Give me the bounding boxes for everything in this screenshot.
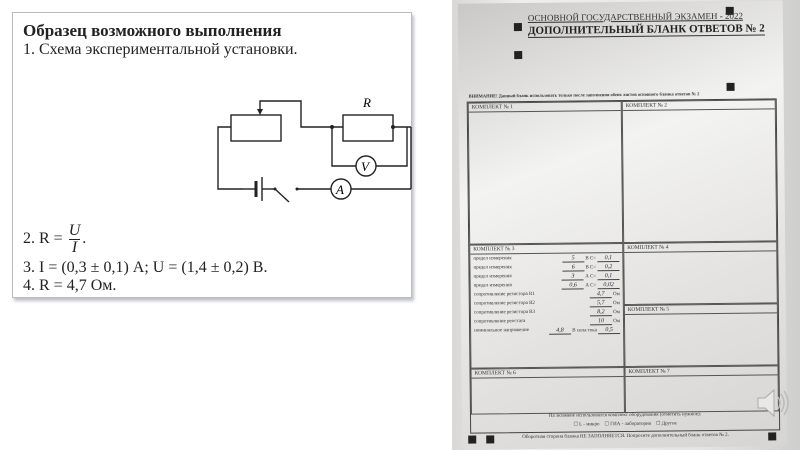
form-kits-1-label: КОМПЛЕКТ № 2 — [623, 100, 775, 111]
form-kits-2-rows-2-label: предел измерения — [473, 274, 512, 280]
form-kits-2-rows-2-value: 3 — [562, 273, 584, 280]
kit-choice — [471, 411, 779, 428]
form-kits-2-rows-0-unit: В — [585, 256, 589, 262]
form-kits-4-label: КОМПЛЕКТ № 5 — [625, 304, 777, 315]
resistor-label: R — [363, 95, 371, 110]
option-3[interactable]: ☐ Другое — [655, 421, 677, 427]
form-kits-2-rows-5-label: сопротивление резистора R2 — [473, 300, 535, 307]
kit-2 — [622, 99, 777, 243]
form-kits-2-rows-4-unit: Ом — [612, 292, 620, 298]
form-kits-2-label: КОМПЛЕКТ № 3 — [470, 244, 622, 255]
form-kits-2-rows-3-value: 0,6 — [562, 282, 584, 289]
form-kits-2-rows-5-unit: Ом — [613, 301, 620, 307]
speaker-icon[interactable] — [756, 388, 792, 423]
step-1: 1. Схема экспериментальной установки. — [23, 41, 298, 58]
solution-panel — [12, 12, 412, 298]
form-options-2: Другое — [661, 421, 677, 427]
form-kits-2-rows-6-value: 8,2 — [590, 309, 612, 316]
kits-grid — [467, 98, 780, 433]
slide-step2_prefix: 2. R = — [23, 230, 63, 248]
form-kits-2-rows-8-extra_label: сила тока — [576, 328, 597, 334]
answer-sheet — [458, 0, 788, 449]
kit-3: КОМПЛЕКТ № 3 предел измерения 5 В C= 0,1 предел измерения 6 В C= 0,2 предел измерения 3 А C= 0,1 предел измерения 0,6 А C= 0,02 сопротивление резистора R1 4,7 Ом сопротивление резистора R2 5,7 Ом сопротивление резистора R3 8,2 Ом сопротивление реостата 10 Ом номинальное напряжение 4,8 В сила тока 0,5 — [469, 243, 624, 369]
form-kits-6-label: КОМПЛЕКТ № 7 — [625, 366, 777, 377]
form-kits-2-rows-1-label: предел измерения — [473, 265, 512, 271]
form-kits-5-label: КОМПЛЕКТ № 6 — [472, 368, 624, 379]
form-kits-2-rows-1-value: 6 — [562, 264, 584, 271]
step-2 — [23, 223, 86, 256]
step-3: 3. I = (0,3 ± 0,1) А; U = (1,4 ± 0,2) В. — [23, 259, 268, 276]
form-kits-2-rows-4-label: сопротивление резистора R1 — [473, 291, 535, 298]
form-kits-2-rows-6-unit: Ом — [613, 310, 620, 316]
kit-1 — [468, 101, 623, 245]
form-kits-2-rows-0-value: 5 — [562, 255, 584, 262]
form-kits-3-label: КОМПЛЕКТ № 4 — [624, 242, 776, 253]
form-kits-2-rows-8-value: 4,8 — [549, 328, 571, 335]
slide-step2_suffix: . — [82, 230, 87, 248]
step-4: 4. R = 4,7 Ом. — [23, 277, 117, 294]
exam-title: ОСНОВНОЙ ГОСУДАРСТВЕННЫЙ ЭКЗАМЕН - 2022 — [527, 10, 743, 23]
form-kits-2-rows-3-label: предел измерения — [473, 283, 512, 289]
voltmeter-label: V — [361, 159, 369, 174]
form-kits-2-rows-1-c: 0,2 — [597, 264, 619, 271]
form-kits-2-rows-3-c: 0,02 — [598, 282, 620, 289]
slide-step2_num: U — [68, 222, 81, 239]
form-kits-0-label: КОМПЛЕКТ № 1 — [469, 102, 621, 113]
form-kits-2-rows-6-label: сопротивление резистора R3 — [473, 309, 536, 316]
kit-5 — [624, 303, 779, 367]
form-kits-2-rows-4-value: 4,7 — [590, 291, 612, 298]
form-kits-2-rows-5-value: 5,7 — [590, 300, 612, 307]
form-kits-2-rows-3-unit: А — [585, 283, 590, 289]
ammeter-label: A — [336, 182, 344, 197]
form-kits-2-rows-7-value: 10 — [590, 318, 612, 325]
form-kits-2-rows-0-c: 0,1 — [597, 255, 619, 262]
rheostat — [231, 115, 281, 141]
form-title: ДОПОЛНИТЕЛЬНЫЙ БЛАНК ОТВЕТОВ № 2 — [527, 22, 765, 37]
form-kits-2-rows-7-unit: Ом — [613, 319, 621, 325]
form-kits-2-rows-8-unit: В — [572, 328, 576, 334]
solution-title: Образец возможного выполнения — [23, 21, 282, 40]
kit-6 — [470, 367, 624, 415]
form-kits-2-rows-8-extra: 0,5 — [598, 327, 620, 334]
form-options-0: L - микро — [579, 422, 600, 428]
option-2[interactable]: ☐ ГИА - лаборатория — [604, 421, 651, 428]
slide-step2_den: I — [71, 239, 78, 256]
form-options-1: ГИА - лаборатория — [610, 421, 651, 428]
form-kits-2-rows-1-unit: В — [585, 265, 589, 271]
form-kits-2-rows-0-label: предел измерения — [473, 256, 512, 262]
warning-text: ВНИМАНИЕ! Данный бланк использовать только после заполнения обеих листов основного бланка ответов № 2 — [468, 91, 700, 99]
form-kits-2-rows-2-unit: А — [585, 274, 589, 280]
form-kits-2-rows-2-c: 0,1 — [598, 273, 620, 280]
form-kits-2-rows-7-label: сопротивление реостата — [473, 319, 526, 325]
option-1[interactable]: ☐ L - микро — [573, 422, 600, 428]
circuit-diagram — [213, 83, 413, 213]
kit-4 — [623, 241, 778, 305]
form-kits-2-rows-8-label: номинальное напряжение — [474, 327, 529, 334]
resistor — [343, 115, 393, 141]
form-other_kit: На экзамене использовался комплект оборудования (отметить нужное): — [548, 412, 702, 419]
footer-note: Оборотная сторона бланка НЕ ЗАПОЛНЯЕТСЯ. Попросите дополнительный бланк ответов № 2. — [522, 432, 729, 441]
